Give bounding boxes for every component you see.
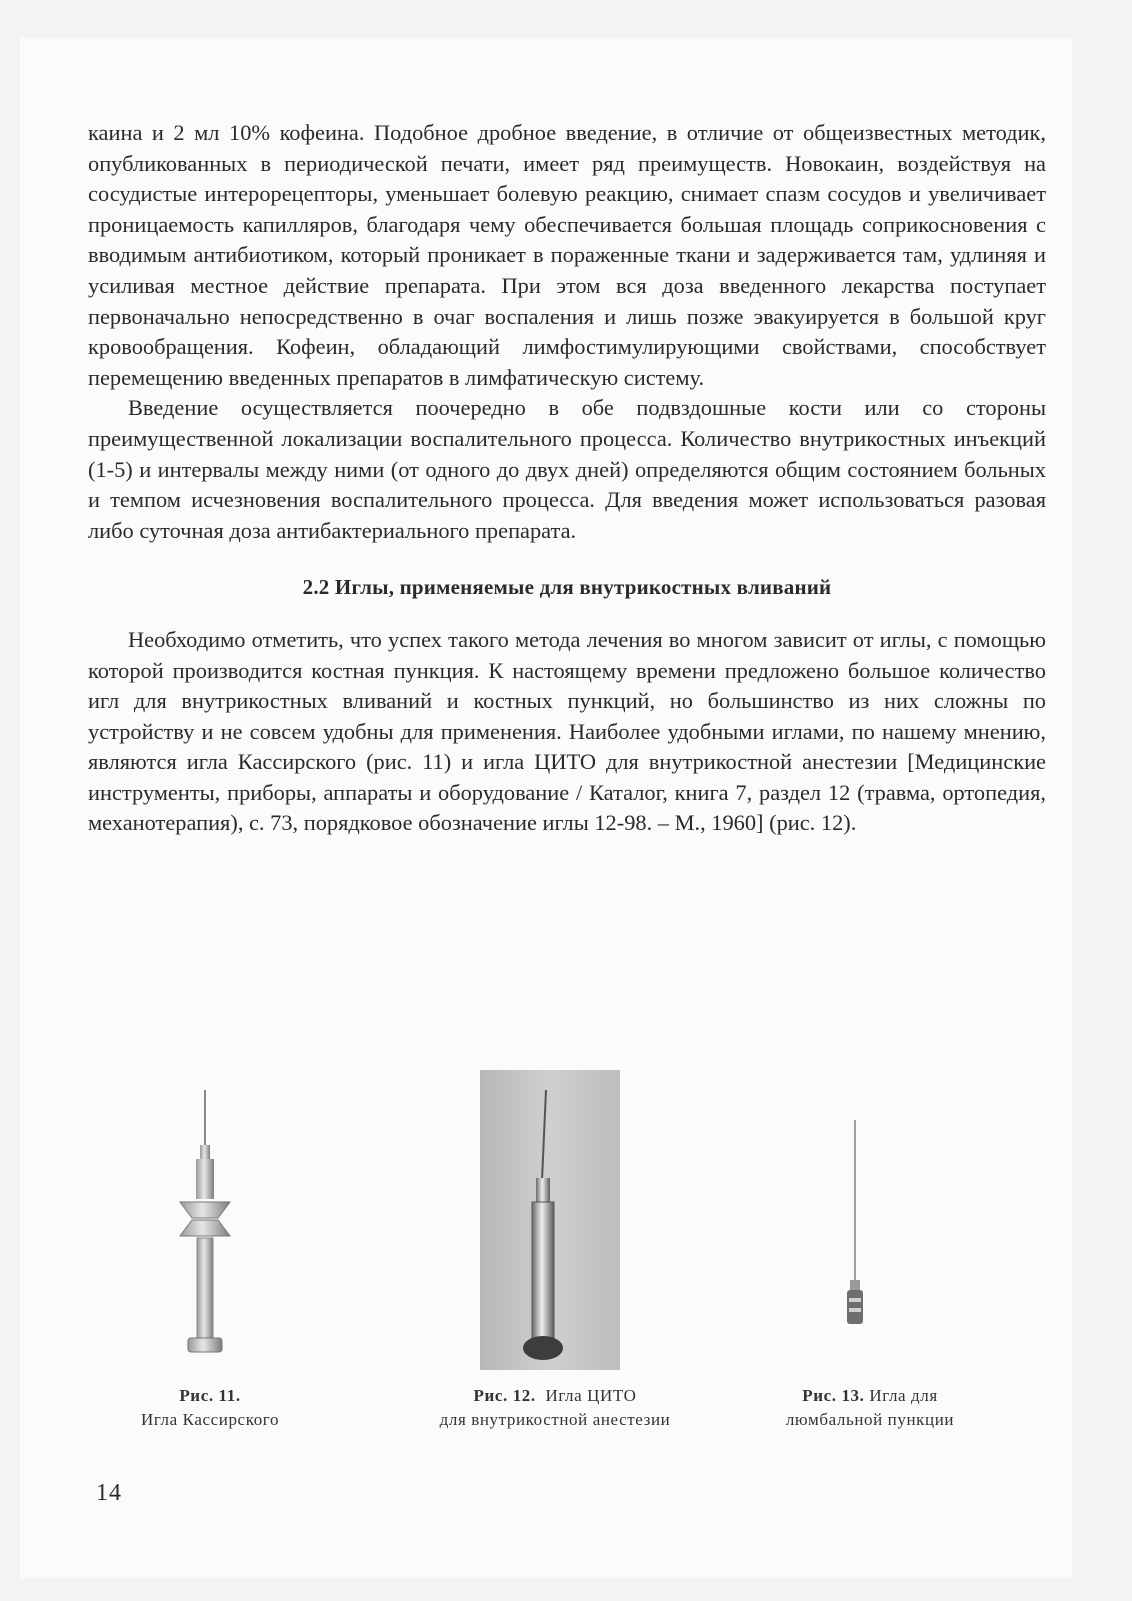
- figure-11-caption: [110, 1384, 310, 1432]
- figure-12-label: Рис. 12.: [473, 1386, 536, 1405]
- figure-12-text-2: для внутрикостной анестезии: [439, 1410, 671, 1429]
- figure-13-text-2: люмбальной пункции: [785, 1410, 955, 1429]
- figure-13-label: Рис. 13.: [802, 1386, 865, 1405]
- figures: [90, 1090, 1050, 1450]
- figure-11-label: Рис. 11.: [179, 1386, 241, 1405]
- figure-11-image: [170, 1090, 240, 1370]
- figure-12-text-1: Игла ЦИТО: [545, 1386, 637, 1405]
- figure-13-text-1: Игла для: [869, 1386, 938, 1405]
- figure-12-caption: [390, 1384, 720, 1432]
- paragraph-1: каина и 2 мл 10% кофеина. Подобное дробное введение, в отличие от общеизвестных методик, опубликованных в периодической печати, имеет ряд преимуществ. Новокаин, воздействуя на сосудистые интерорецепторы, уменьшает болевую реакцию, снимает спазм сосудов и увеличивает проницаемость капилляров, благодаря чему обеспечивается большая площадь соприкосновения с вводимым антибиотиком, который проникает в пораженные ткани и задерживается там, удлиняя и усиливая местное действие препарата. При этом вся доза введенного лекарства поступает первоначально непосредственно в очаг воспаления и лишь позже эвакуируется в большой круг кровообращения. Кофеин, обладающий лимфостимулирующими свойствами, способствует перемещению введенных препаратов в лимфатическую систему.: [88, 120, 1046, 390]
- section-heading: 2.2 Иглы, применяемые для внутрикостных вливаний: [302, 575, 832, 600]
- figure-13-image: [835, 1120, 875, 1340]
- figure-13-caption: [750, 1384, 990, 1432]
- paragraph-2: Введение осуществляется поочередно в обе подвздошные кости или со стороны преимущественной локализации воспалительного процесса. Количество внутрикостных инъекций (1-5) и интервалы между ними (от одного до двух дней) определяются общим состоянием больных и темпом исчезновения воспалительного процесса. Для введения может использоваться разовая либо суточная доза антибактериального препарата.: [88, 395, 1046, 543]
- figure-11-text: Игла Кассирского: [140, 1410, 280, 1429]
- page-number: 14: [96, 1480, 122, 1506]
- figure-12-image: [480, 1070, 620, 1370]
- paragraph-3: Необходимо отметить, что успех такого метода лечения во многом зависит от иглы, с помощью которой производится костная пункция. К настоящему времени предложено большое количество игл для внутрикостных вливаний и костных пункций, но большинство из них сложны по устройству и не совсем удобны для применения. Наиболее удобными иглами, по нашему мнению, являются игла Кассирского (рис. 11) и игла ЦИТО для внутрикостной анестезии [Медицинские инструменты, приборы, аппараты и оборудование / Каталог, книга 7, раздел 12 (травма, ортопедия, механотерапия), с. 73, порядковое обозначение иглы 12-98. – М., 1960] (рис. 12).: [88, 626, 1046, 836]
- main-text: [88, 118, 1046, 839]
